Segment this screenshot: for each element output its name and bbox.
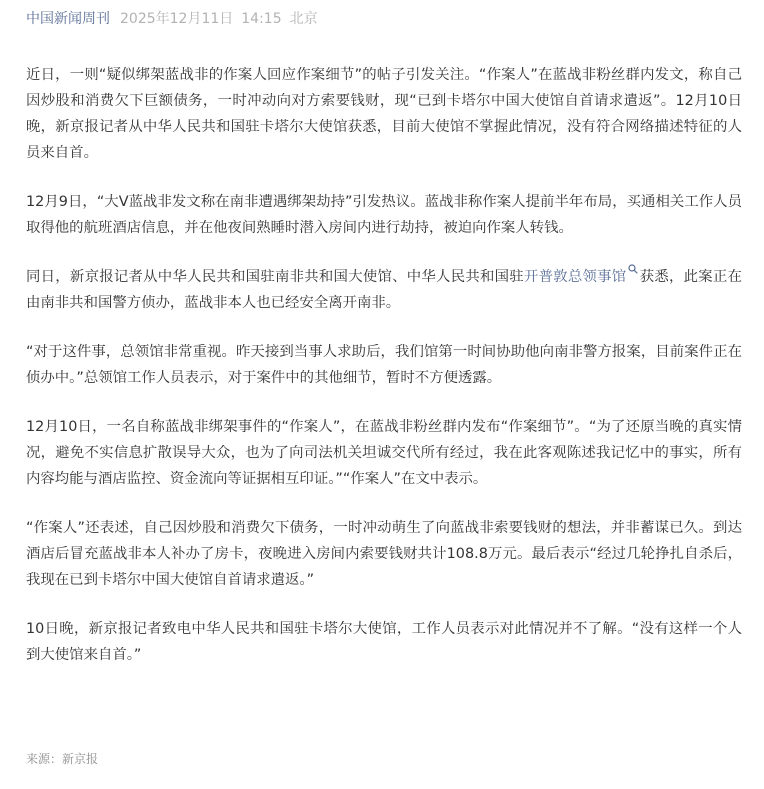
paragraph-5: 12月10日，一名自称蓝战非绑架事件的“作案人”，在蓝战非粉丝群内发布“作案细节”。“为了还原当晚的真实情况，避免不实信息扩散误导大众，也为了向司法机关坦诚交代所有经过，我在此客观陈述我记忆中的事实，所有内容均能与酒店监控、资金流向等证据相互印证。”“作案人”在文中表示。: [26, 419, 742, 487]
search-icon[interactable]: [628, 264, 638, 274]
paragraph-4: “对于这件事，总领馆非常重视。昨天接到当事人求助后，我们馆第一时间协助他向南非警方报案，目前案件正在侦办中。”总领馆工作人员表示，对于案件中的其他细节，暂时不方便透露。: [26, 344, 742, 386]
paragraph-3-text-before-link: 同日，新京报记者从中华人民共和国驻南非共和国大使馆、中华人民共和国驻: [26, 269, 524, 285]
article-source: 来源：新京报: [26, 752, 99, 766]
article-meta: [26, 9, 318, 29]
publish-date: 2025年12月11日: [120, 11, 234, 27]
publish-location: 北京: [289, 11, 318, 27]
publish-time: 14:15: [241, 11, 282, 27]
paragraph-2: 12月9日，“大V蓝战非发文称在南非遭遇绑架劫持”引发热议。蓝战非称作案人提前半年布局，买通相关工作人员取得他的航班酒店信息，并在他夜间熟睡时潜入房间内进行劫持，被迫向作案人转钱。: [26, 194, 742, 236]
paragraph-7: 10日晚，新京报记者致电中华人民共和国驻卡塔尔大使馆，工作人员表示对此情况并不了解。“没有这样一个人到大使馆来自首。”: [26, 621, 742, 663]
account-name-link[interactable]: 中国新闻周刊: [26, 11, 110, 27]
paragraph-1: 近日，一则“疑似绑架蓝战非的作案人回应作案细节”的帖子引发关注。“作案人”在蓝战非粉丝群内发文，称自己因炒股和消费欠下巨额债务，一时冲动向对方索要钱财，现“已到卡塔尔中国大使馆自首请求遣返”。12月10日晚，新京报记者从中华人民共和国驻卡塔尔大使馆获悉，目前大使馆不掌握此情况，没有符合网络描述特征的人员来自首。: [26, 67, 742, 161]
paragraph-3-text-after-link: 获悉，此案正在由南非共和国警方侦办，蓝战非本人也已经安全离开南非。: [26, 269, 742, 311]
paragraph-3: [26, 264, 742, 316]
paragraph-6: “作案人”还表述，自己因炒股和消费欠下债务，一时冲动萌生了向蓝战非索要钱财的想法，并非蓄谋已久。到达酒店后冒充蓝战非本人补办了房卡，夜晚进入房间内索要钱财共计108.8万元。最后表示“经过几轮挣扎自杀后，我现在已到卡塔尔中国大使馆自首请求遣返。”: [26, 520, 742, 588]
article-body: [26, 62, 742, 691]
consulate-search-link[interactable]: 开普敦总领事馆: [523, 269, 627, 285]
